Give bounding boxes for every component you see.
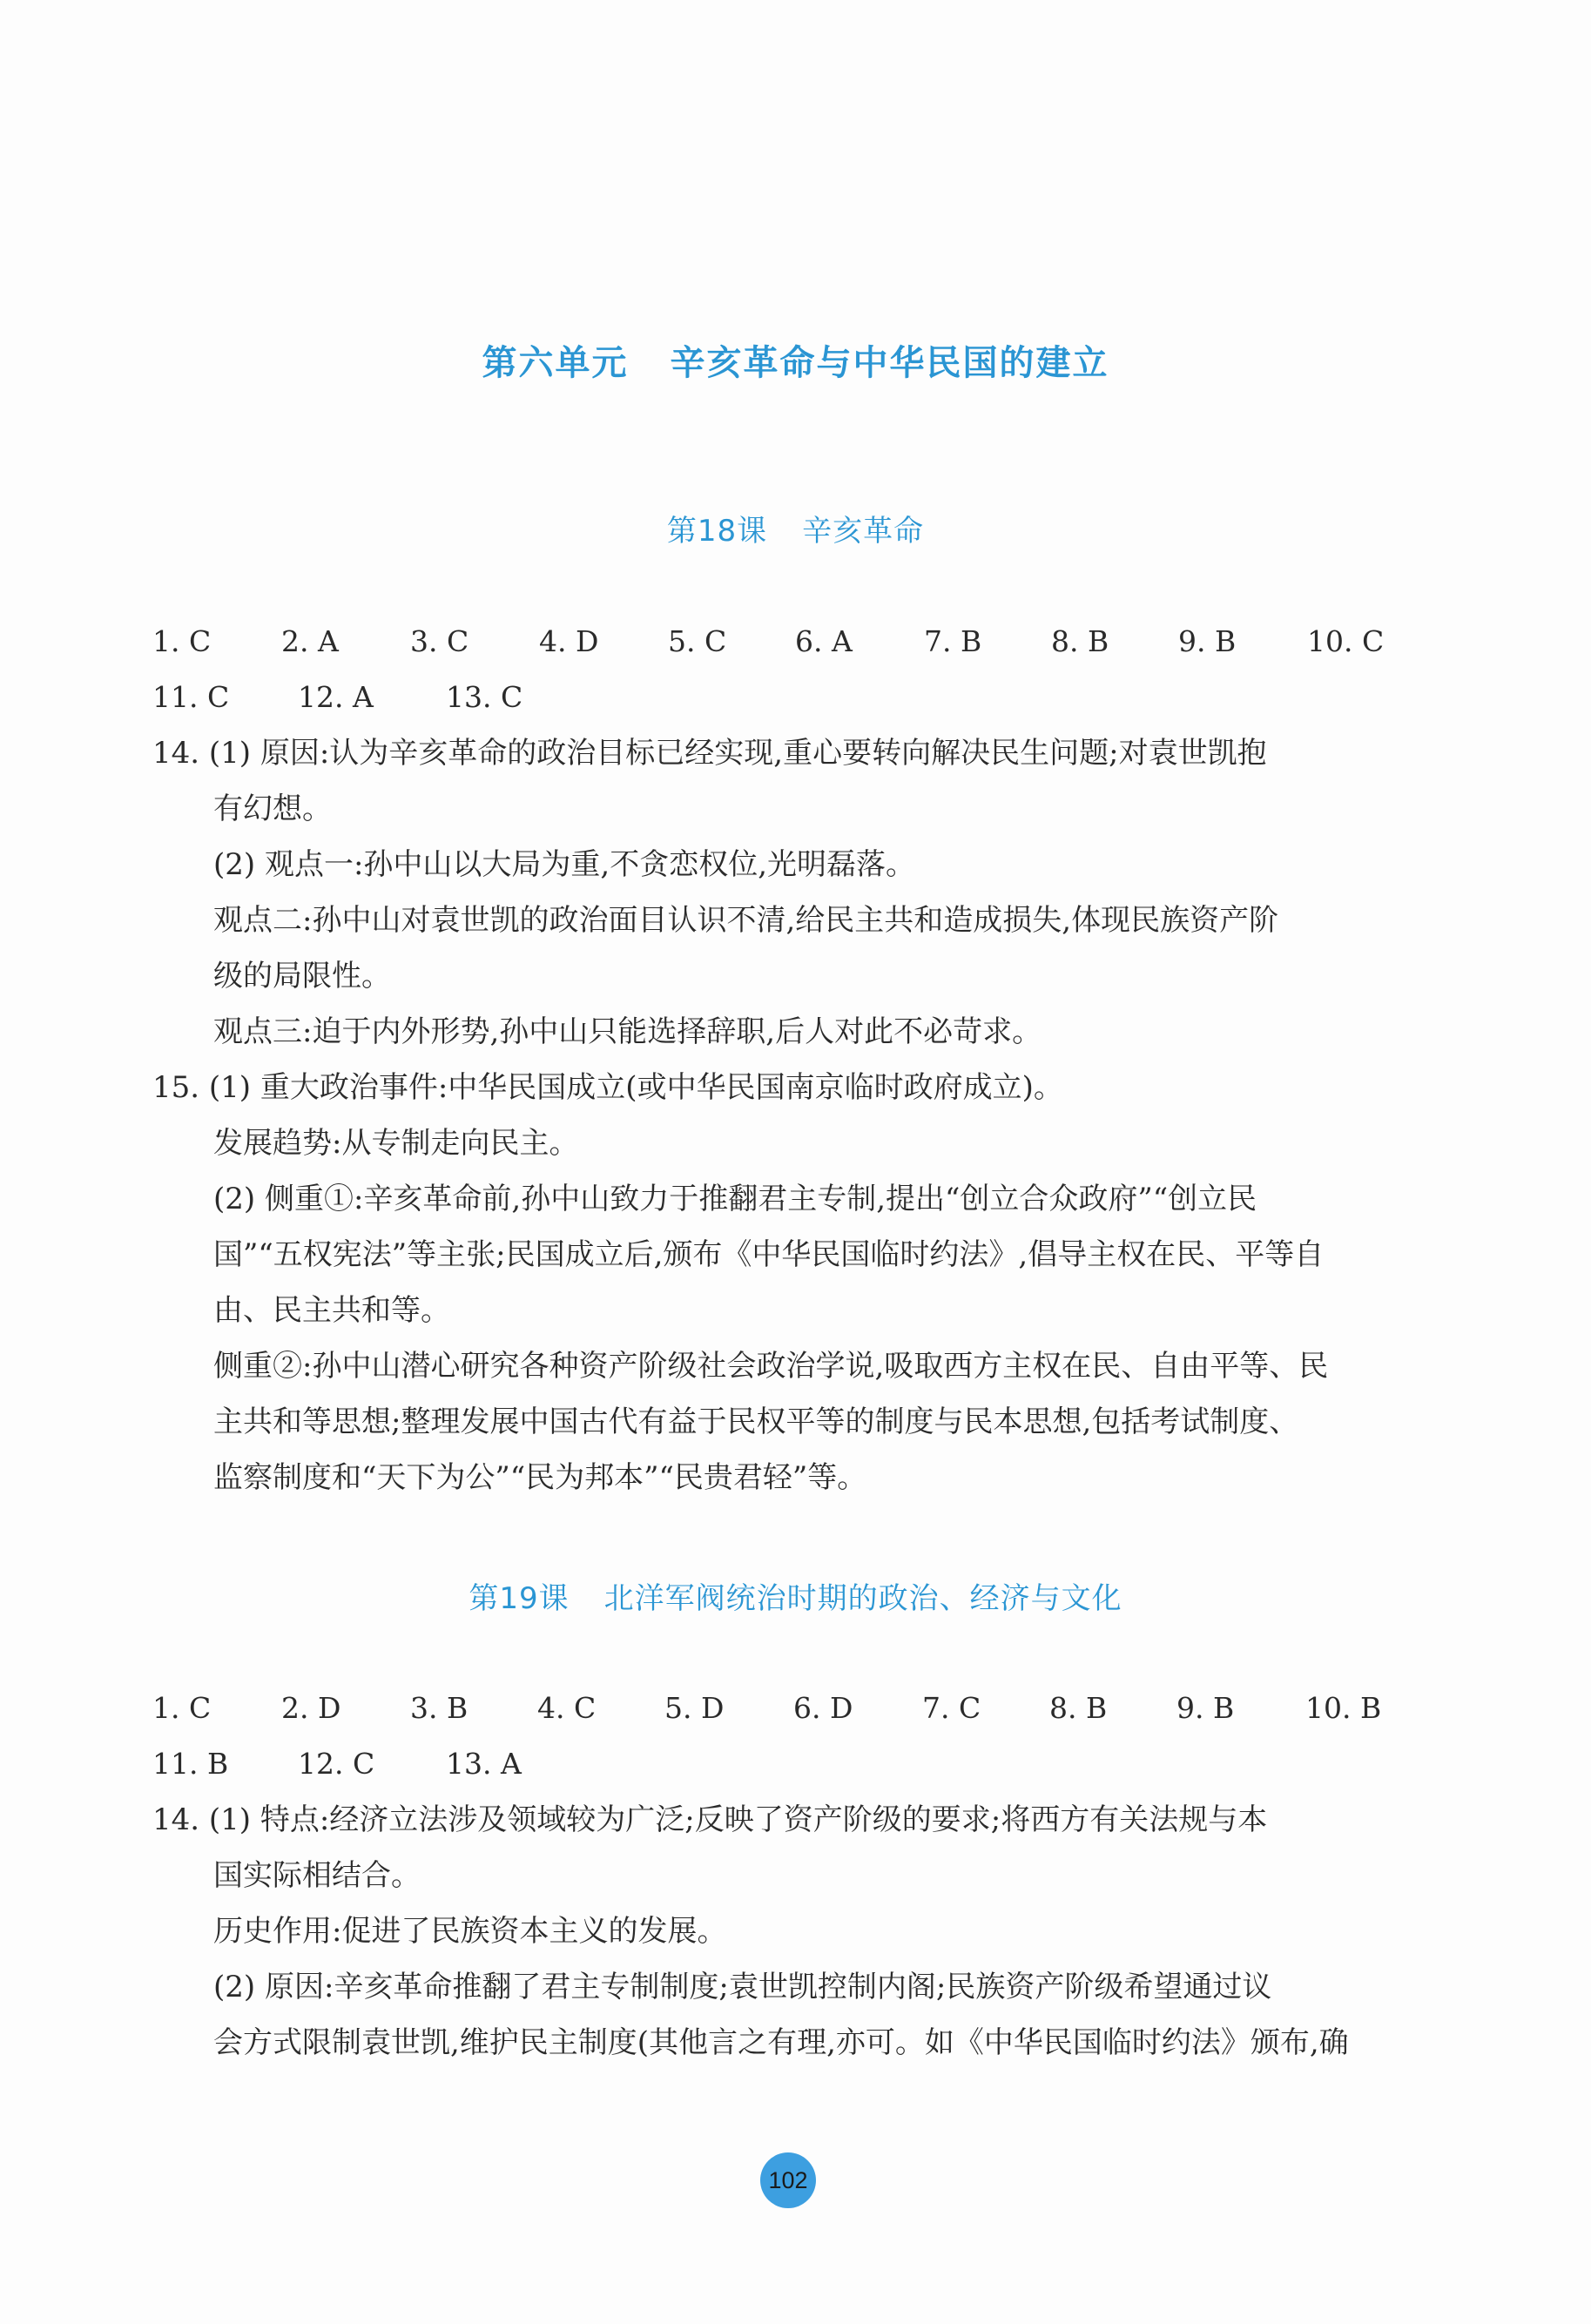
mc-answer: 9. B [1176, 1691, 1235, 1725]
mc-answer: 4. C [537, 1691, 597, 1725]
mc-answer: 5. D [664, 1691, 725, 1725]
mc-answer: 5. C [668, 624, 727, 658]
mc-answer: 3. C [410, 624, 469, 658]
lesson-19-title [0, 1574, 1591, 1617]
answer-line: 有幻想。 [213, 792, 332, 826]
mc-answer: 1. C [152, 1691, 212, 1725]
mc-answer: 8. B [1049, 1691, 1108, 1725]
mc-answer: 13. C [446, 680, 523, 714]
mc-answer: 11. C [152, 680, 230, 714]
answer-line: 15. (1) 重大政治事件:中华民国成立(或中华民国南京临时政府成立)。 [152, 1070, 1063, 1105]
mc-answer: 4. D [539, 624, 599, 658]
mc-answer: 8. B [1051, 624, 1109, 658]
answer-line: 观点三:迫于内外形势,孙中山只能选择辞职,后人对此不必苛求。 [213, 1014, 1042, 1049]
answer-line: 14. (1) 原因:认为辛亥革命的政治目标已经实现,重心要转向解决民生问题;对袁世凯抱 [152, 736, 1267, 771]
mc-answer: 10. B [1305, 1691, 1382, 1725]
page-number-badge: 102 [760, 2152, 816, 2208]
lesson-19-answers [152, 1681, 1450, 2071]
unit-name: 辛亥革命与中华民国的建立 [670, 343, 1109, 383]
answer-line: 观点二:孙中山对袁世凯的政治面目认识不清,给民主共和造成损失,体现民族资产阶 [213, 903, 1279, 938]
mc-answer: 11. B [152, 1747, 229, 1781]
mc-answers-row [152, 1736, 1450, 1792]
answer-line: 会方式限制袁世凯,维护民主制度(其他言之有理,亦可。如《中华民国临时约法》颁布,确 [213, 2025, 1349, 2060]
lesson-19-name: 北洋军阀统治时期的政治、经济与文化 [603, 1581, 1122, 1616]
answer-line: 国”“五权宪法”等主张;民国成立后,颁布《中华民国临时约法》,倡导主权在民、平等自 [213, 1237, 1325, 1272]
mc-answer: 1. C [152, 624, 212, 658]
answer-line: 主共和等思想;整理发展中国古代有益于民权平等的制度与民本思想,包括考试制度、 [213, 1405, 1299, 1439]
unit-label: 第六单元 [482, 343, 629, 383]
mc-answer: 2. A [281, 624, 339, 658]
mc-answers-row [152, 614, 1450, 670]
mc-answer: 3. B [410, 1691, 469, 1725]
answer-line: (2) 原因:辛亥革命推翻了君主专制制度;袁世凯控制内阁;民族资产阶级希望通过议 [213, 1970, 1272, 2004]
answer-line: (2) 侧重①:辛亥革命前,孙中山致力于推翻君主专制,提出“创立合众政府”“创立民 [213, 1182, 1257, 1216]
mc-answer: 2. D [281, 1691, 341, 1725]
answer-line: 由、民主共和等。 [213, 1293, 450, 1328]
mc-answer: 6. A [795, 624, 853, 658]
lesson-18-title [0, 507, 1591, 549]
answer-line: (2) 观点一:孙中山以大局为重,不贪恋权位,光明磊落。 [213, 847, 916, 882]
mc-answer: 9. B [1178, 624, 1237, 658]
mc-answer: 12. A [298, 680, 374, 714]
mc-answer: 6. D [793, 1691, 853, 1725]
answer-line: 国实际相结合。 [213, 1858, 421, 1893]
mc-answer: 7. C [922, 1691, 981, 1725]
lesson-18-label: 第18课 [666, 514, 768, 549]
answer-line: 侧重②:孙中山潜心研究各种资产阶级社会政治学说,吸取西方主权在民、自由平等、民 [213, 1349, 1329, 1384]
mc-answer: 12. C [298, 1747, 375, 1781]
mc-answers-row [152, 1681, 1450, 1736]
mc-answer: 10. C [1307, 624, 1385, 658]
unit-title [0, 335, 1591, 385]
mc-answer: 13. A [446, 1747, 522, 1781]
mc-answer: 7. B [924, 624, 982, 658]
lesson-19-label: 第19课 [469, 1581, 570, 1616]
answer-line: 级的局限性。 [213, 959, 391, 994]
lesson-18-name: 辛亥革命 [802, 514, 925, 549]
answer-line: 历史作用:促进了民族资本主义的发展。 [213, 1914, 727, 1949]
answer-line: 14. (1) 特点:经济立法涉及领域较为广泛;反映了资产阶级的要求;将西方有关法规与本 [152, 1802, 1268, 1837]
lesson-18-answers [152, 614, 1450, 1506]
mc-answers-row [152, 670, 1450, 725]
answer-line: 发展趋势:从专制走向民主。 [213, 1126, 579, 1161]
answer-line: 监察制度和“天下为公”“民为邦本”“民贵君轻”等。 [213, 1460, 867, 1495]
